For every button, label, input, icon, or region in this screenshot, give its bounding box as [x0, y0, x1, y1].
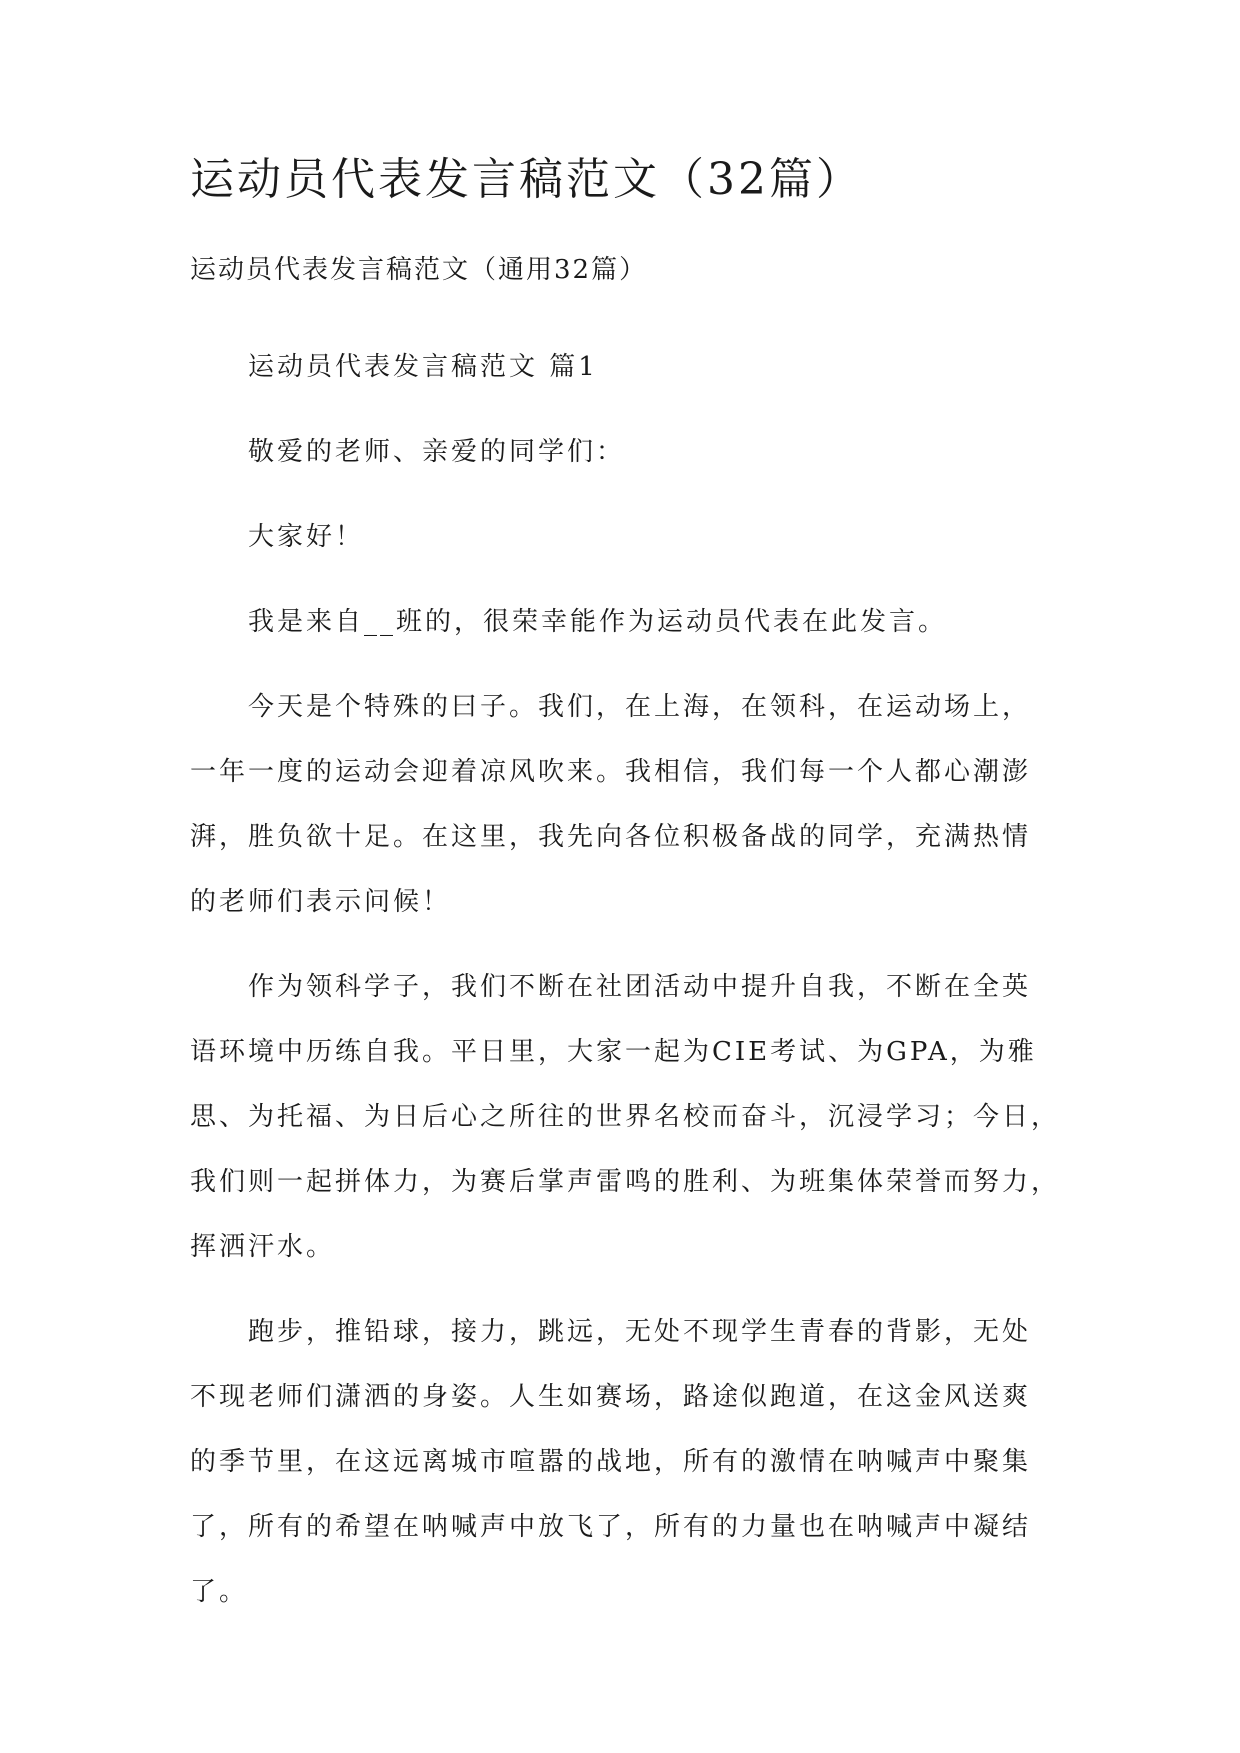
paragraph-3-line: 了。 — [190, 1577, 249, 1607]
paragraph-2-line: 我们则一起拼体力，为赛后掌声雷鸣的胜利、为班集体荣誉而努力， — [190, 1167, 1061, 1197]
paragraph-1-line: 的老师们表示问候！ — [190, 887, 452, 917]
intro-paragraph: 我是来自__班的，很荣幸能作为运动员代表在此发言。 — [248, 607, 948, 637]
paragraph-3-line: 不现老师们潇洒的身姿。人生如赛场，路途似跑道，在这金风送爽 — [190, 1382, 1032, 1412]
document-title: 运动员代表发言稿范文（32篇） — [190, 154, 863, 205]
paragraph-2 — [190, 955, 1061, 1280]
paragraph-2-line: 思、为托福、为日后心之所往的世界名校而奋斗，沉浸学习；今日， — [190, 1102, 1061, 1132]
greeting-line: 敬爱的老师、亲爱的同学们： — [248, 437, 626, 467]
section-heading: 运动员代表发言稿范文 篇1 — [248, 352, 598, 382]
paragraph-3-line: 的季节里，在这远离城市喧嚣的战地，所有的激情在呐喊声中聚集 — [190, 1447, 1032, 1477]
hello-line: 大家好！ — [248, 522, 365, 552]
paragraph-1-line: 今天是个特殊的曰子。我们，在上海，在领科，在运动场上， — [248, 692, 1032, 722]
paragraph-3 — [190, 1300, 1050, 1625]
paragraph-1-line: 湃，胜负欲十足。在这里，我先向各位积极备战的同学，充满热情 — [190, 822, 1032, 852]
paragraph-2-line: 挥洒汗水。 — [190, 1232, 336, 1262]
document-subtitle: 运动员代表发言稿范文（通用32篇） — [190, 255, 648, 285]
paragraph-1 — [190, 675, 1050, 935]
paragraph-3-line: 跑步，推铅球，接力，跳远，无处不现学生青春的背影，无处 — [248, 1317, 1032, 1347]
paragraph-1-line: 一年一度的运动会迎着凉风吹来。我相信，我们每一个人都心潮澎 — [190, 757, 1032, 787]
paragraph-3-line: 了，所有的希望在呐喊声中放飞了，所有的力量也在呐喊声中凝结 — [190, 1512, 1032, 1542]
paragraph-2-line: 语环境中历练自我。平日里，大家一起为CIE考试、为GPA，为雅 — [190, 1037, 1037, 1067]
paragraph-2-line: 作为领科学子，我们不断在社团活动中提升自我，不断在全英 — [248, 972, 1032, 1002]
